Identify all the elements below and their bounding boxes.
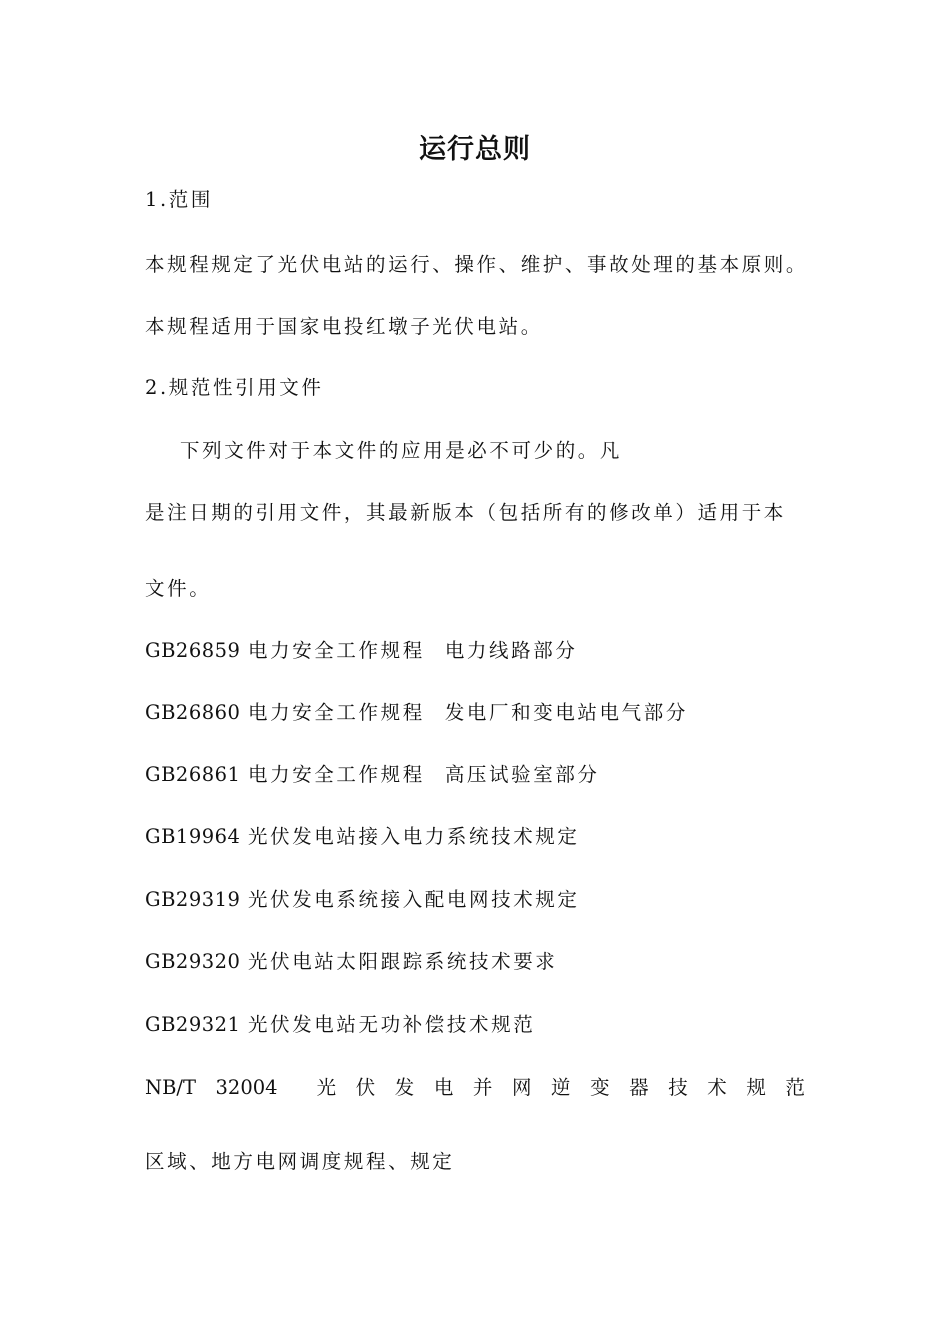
- standard-code: GB29320: [145, 950, 241, 973]
- standard-code: GB29319: [145, 888, 241, 911]
- standard-title: 电力安全工作规程: [248, 763, 425, 786]
- standard-item: [145, 636, 577, 666]
- standard-title: 电力安全工作规程: [248, 701, 425, 724]
- standard-title: 光伏发电站无功补偿技术规范: [248, 1013, 536, 1036]
- standard-code: GB26861: [145, 763, 241, 786]
- standard-title-char: 变: [590, 1076, 610, 1099]
- section-2-heading: 2.规范性引用文件: [145, 376, 324, 399]
- standard-title-char: 逆: [551, 1076, 571, 1099]
- section-1-paragraph-1: 本规程规定了光伏电站的运行、操作、维护、事故处理的基本原则。: [145, 253, 809, 276]
- standard-item: [145, 947, 557, 977]
- standard-code: GB26860: [145, 701, 241, 724]
- standard-code: GB29321: [145, 1013, 241, 1036]
- standard-title: 光伏发电站接入电力系统技术规定: [248, 825, 580, 848]
- section-1-paragraph-2: 本规程适用于国家电投红墩子光伏电站。: [145, 315, 543, 338]
- standard-item: [145, 822, 580, 852]
- standard-title-char: 伏: [355, 1076, 376, 1099]
- standard-code: GB19964: [145, 825, 241, 848]
- section-2-paragraph-line-2: 是注日期的引用文件，其最新版本（包括所有的修改单）适用于本: [145, 501, 786, 524]
- standard-subtitle: 高压试验室部分: [444, 763, 600, 786]
- standard-code: GB26859: [145, 639, 241, 662]
- standard-title-char: 范: [785, 1076, 805, 1099]
- standard-title-char: 并: [472, 1076, 493, 1099]
- section-2-paragraph-line-1: 下列文件对于本文件的应用是必不可少的。凡: [180, 439, 623, 462]
- standard-title: 光伏发电系统接入配电网技术规定: [248, 888, 580, 911]
- standard-title-char: 网: [511, 1076, 532, 1099]
- standard-code-prefix: NB/T: [145, 1076, 196, 1099]
- standard-item: [145, 885, 580, 915]
- standard-title-char: 术: [707, 1076, 727, 1099]
- standard-title-char: 器: [629, 1076, 649, 1099]
- page-title: 运行总则: [419, 134, 531, 165]
- standard-item: [145, 760, 600, 790]
- section-1-heading: 1.范围: [145, 188, 214, 211]
- standard-title-char: 光: [316, 1076, 337, 1099]
- standard-title: 电力安全工作规程: [248, 639, 425, 662]
- standard-title-char: 规: [746, 1076, 766, 1099]
- standard-title-char: 技: [668, 1076, 688, 1099]
- standard-title: 光伏电站太阳跟踪系统技术要求: [248, 950, 558, 973]
- last-reference-line: 区域、地方电网调度规程、规定: [145, 1150, 455, 1173]
- section-2-paragraph-line-3: 文件。: [145, 577, 212, 600]
- standard-title-char: 发: [394, 1076, 415, 1099]
- standard-item: [145, 698, 688, 728]
- standard-title-char: 电: [433, 1076, 454, 1099]
- standard-code-number: 32004: [215, 1076, 278, 1099]
- standard-subtitle: 发电厂和变电站电气部分: [444, 701, 688, 724]
- standard-subtitle: 电力线路部分: [444, 639, 578, 662]
- standard-item-nbt: [145, 1073, 805, 1103]
- standard-item: [145, 1010, 535, 1040]
